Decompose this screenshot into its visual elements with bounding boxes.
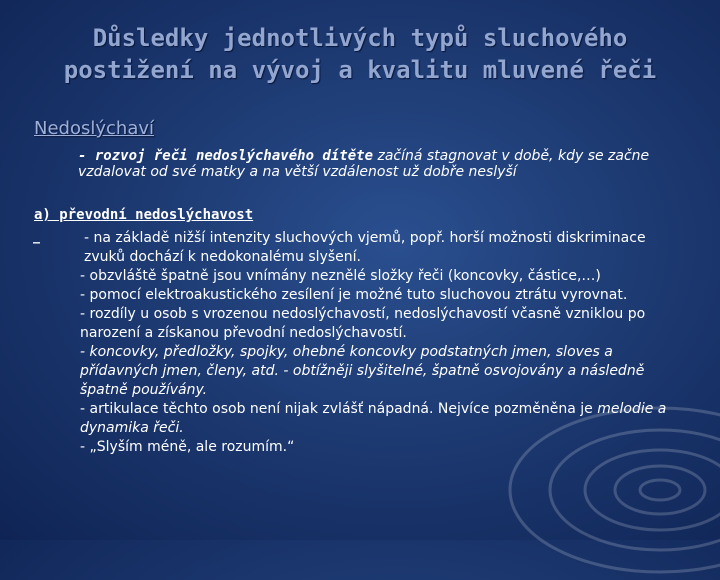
- list-item: - na základě nižší intenzity sluchových vjemů, popř. horší možnosti diskriminace zvuků dochází k nedokonalému slyšení.: [84, 230, 646, 265]
- bullet-marker: _: [33, 228, 40, 244]
- list-item: - „Slyším méně, ale rozumím.“: [80, 439, 295, 455]
- section-heading: Nedoslýchaví: [34, 118, 154, 139]
- list-item-emphasis: melodie a dynamika řeči.: [80, 401, 667, 436]
- list-item: - pomocí elektroakustického zesílení je možné tuto sluchovou ztrátu vyrovnat.: [80, 287, 628, 303]
- subheading: a) převodní nedoslýchavost: [34, 207, 254, 223]
- list-item: - rozdíly u osob s vrozenou nedoslýchavostí, nedoslýchavostí včasně vzniklou po narození a získanou převodní nedoslýchavostí.: [80, 306, 646, 341]
- intro-lead: - rozvoj řeči nedoslýchavého dítěte: [78, 148, 374, 164]
- content-list: [80, 229, 690, 457]
- title-line-1: Důsledky jednotlivých typů sluchového: [92, 24, 628, 52]
- intro-rest: začíná stagnovat v době, kdy se začne vzdalovat od své matky a na větší vzdálenost už dobře neslyší: [78, 148, 650, 180]
- list-item: [80, 400, 690, 438]
- list-item-text: - artikulace těchto osob není nijak zvlášť nápadná. Nejvíce pozměněna je: [80, 401, 598, 417]
- slide-title: [40, 22, 680, 86]
- list-item: - koncovky, předložky, spojky, ohebné koncovky podstatných jmen, sloves a přídavných jmen, členy, atd. - obtížněji slyšitelné, špatně osvojovány a následně špatně používány.: [80, 344, 645, 398]
- list-item: - obzvláště špatně jsou vnímány neznělé složky řeči (koncovky, částice,…): [80, 268, 601, 284]
- title-line-2: postižení na vývoj a kvalitu mluvené řeči: [63, 56, 657, 84]
- intro-paragraph: [78, 148, 678, 180]
